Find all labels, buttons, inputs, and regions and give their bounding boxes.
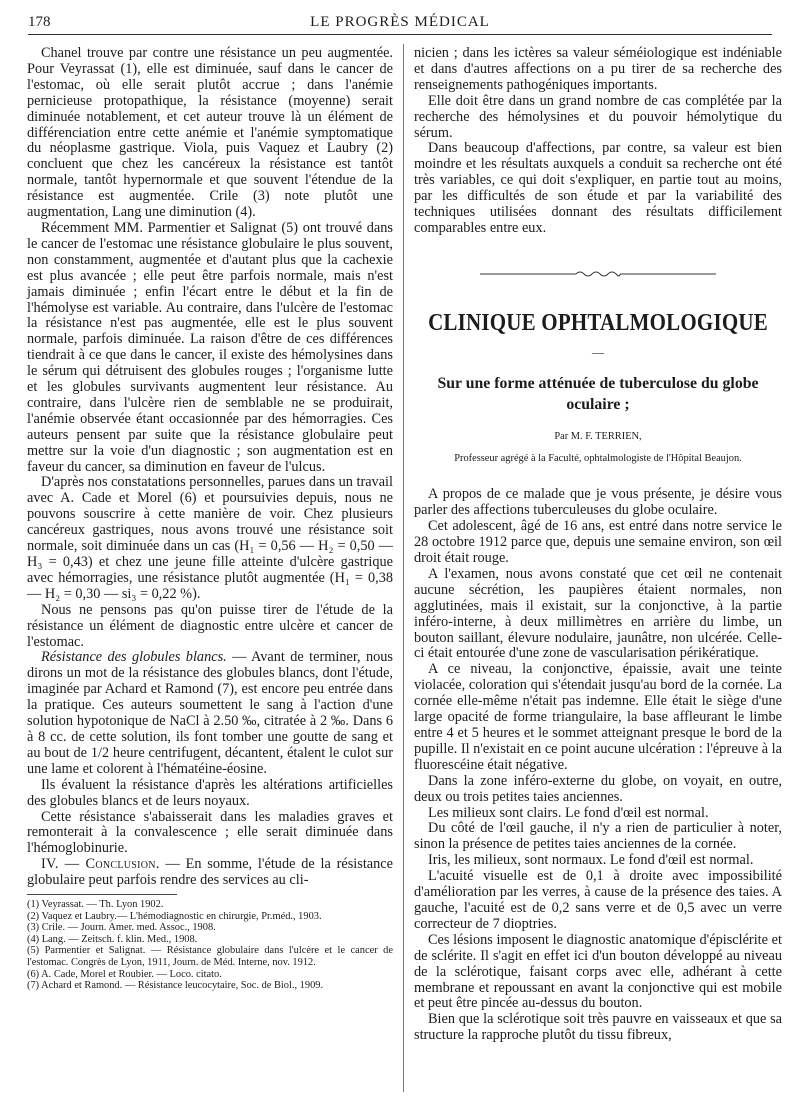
paragraph: nicien ; dans les ictères sa valeur séméiologique est indéniable et dans d'autres affections on a pu tirer de sa recherche des renseignements pathogéniques importants.: [414, 45, 782, 93]
column-divider: [403, 44, 404, 1092]
paragraph: Iris, les milieux, sont normaux. Le fond d'œil est normal.: [428, 852, 754, 869]
footnote: (3) Crile. — Journ. Amer. med. Assoc., 1908.: [27, 922, 216, 934]
byline: Par M. F. TERRIEN,: [554, 430, 642, 442]
conclusion-text: — En somme, l'étude de la résistance globulaire peut parfois rendre des services au cli-: [27, 856, 393, 889]
paragraph: D'après nos constatations personnelles, parues dans un travail avec A. Cade et Morel (6) et poursuivies depuis, nous ne pouvons souscrire à cette manière de voir. Chez plusieurs cancéreux gastriques, nous avons trouvé une résistance soit normale, soit diminuée dans un cas (H₁ = 0,56 — H₂ = 0,50 — H₃ = 0,43) et chez une jeune fille atteinte d'ulcère gastrique avec hémorragies, une résistance plutôt augmentée (H₁ = 0,38 — H₂ = 0,30 — si₃ = 0,22 %).: [27, 474, 393, 602]
page-number: 178: [28, 14, 51, 30]
right-column: [414, 46, 782, 1044]
paragraph: Les milieux sont clairs. Le fond d'œil est normal.: [428, 804, 709, 821]
paragraph: Cet adolescent, âgé de 16 ans, est entré dans notre service le 28 octobre 1912 parce que, depuis une semaine environ, son œil droit était rouge.: [414, 518, 782, 567]
paragraph: A ce niveau, la conjonctive, épaissie, avait une teinte violacée, coloration qui s'étendait jusqu'au bord de la cornée. La cornée elle-même n'était pas indemne. Elle était le siège d'une large opacité de forme triangulaire, la base affleurant le limbe entre 4 et 5 heures et le sommet atteignant presque le bord de la pupille. Il n'existait en ce point aucune ulcération : l'épreuve à la fluorescéine était négative.: [414, 661, 782, 773]
paragraph: Dans beaucoup d'affections, par contre, sa valeur est bien moindre et les résultats auxquels a conduit sa recherche ont été très variables, ce qui doit s'expliquer, en partie tout au moins, par les difficultés de son étude et par la variabilité des techniques utilisées donnant des résultats difficilement comparables entre eux.: [414, 140, 782, 236]
paragraph: Ces lésions imposent le diagnostic anatomique d'épisclérite et de sclérite. Il s'agit en effet ici d'un bouton développé au niveau de la sclérotique, faisant corps avec elle, adhérant à cette membrane et repoussant en avant la conjonctive qui est mobile et peut être pincée au-dessus du bouton.: [414, 931, 782, 1012]
footnote: (2) Vaquez et Laubry.— L'hémodiagnostic en chirurgie, Pr.méd., 1903.: [27, 910, 322, 922]
subsection-title: Résistance des globules blancs.: [41, 649, 227, 666]
paragraph: L'acuité visuelle est de 0,1 à droite avec impossibilité d'amélioration par les verres, à cause de la présence des taies. A gauche, l'acuité est de 0,2 sans verre et de 0,5 avec un verre correcteur de 7 dioptries.: [414, 868, 782, 932]
footnote: (4) Lang. — Zeitsch. f. klin. Med., 1908.: [27, 933, 198, 945]
section-dash: —: [592, 344, 604, 359]
paragraph: Bien que la sclérotique soit très pauvre en vaisseaux et que sa structure la rapproche plutôt du tissu fibreux,: [414, 1011, 782, 1044]
conclusion-paragraph: [27, 857, 393, 889]
paragraph: Chanel trouve par contre une résistance un peu augmentée. Pour Veyrassat (1), elle est diminuée, sauf dans le cancer de l'estomac, où elle serait plutôt accrue ; dans l'anémie pernicieuse protopathique, la résistance (moyenne) serait diminuée notablement, et cet auteur trouve là un élément de différenciation entre cette anémie et l'anémie symptomatique du néoplasme gastrique. Viola, puis Vaquez et Laubry (2) concluent que chez les cancéreux la résistance est tantôt normale, tantôt hypernormale et que souvent l'étendue de la résistance est augmentée. Crile (3) note plutôt une augmentation, Lang une diminution (4).: [27, 45, 393, 221]
paragraph: Du côté de l'œil gauche, il n'y a rien de particulier à noter, sinon la présence de petites taies anciennes de la cornée.: [414, 820, 782, 853]
author-affiliation: Professeur agrégé à la Faculté, ophtalmologiste de l'Hôpital Beaujon.: [454, 452, 742, 464]
wavy-rule-icon: [480, 270, 716, 278]
footnote: (7) Achard et Ramond. — Résistance leucocytaire, Soc. de Biol., 1909.: [27, 980, 324, 992]
paragraph: A l'examen, nous avons constaté que cet œil ne contenait aucune sécrétion, les paupières étaient normales, non agglutinées, mais il existait, sur la conjonctive, à la partie inféro-interne, à deux millimètres en arrière du limbe, un bouton saillant, élevure nodulaire, jaunâtre, non ulcérée. Celle-ci était entourée d'une zone de vascularisation périkératique.: [414, 565, 782, 662]
left-column: [27, 46, 393, 992]
section-title: CLINIQUE OPHTALMOLOGIQUE: [428, 307, 768, 336]
paragraph: Cette résistance s'abaisserait dans les maladies graves et remonterait à la convalescence ; elle serait diminuée dans l'hémoglobinurie.: [27, 808, 393, 857]
running-header: [28, 10, 772, 35]
article-title: Sur une forme atténuée de tuberculose du globe oculaire ;: [437, 374, 759, 413]
paragraph: A propos de ce malade que je vous présente, je désire vous parler des affections tuberculeuses du globe oculaire.: [414, 486, 782, 519]
section-ornament: [414, 267, 782, 283]
paragraph: Récemment MM. Parmentier et Salignat (5) ont trouvé dans le cancer de l'estomac une résistance globulaire le plus souvent, non constamment, augmentée et d'autant plus que la cachexie est plus avancée ; elle peut être parfois normale, mais n'est jamais diminuée ; enfin l'écart entre le début et la fin de l'hémolyse est variable. Au contraire, dans l'ulcère de l'estomac la résistance n'est pas augmentée, elle est le plus souvent normale, parfois diminuée. La raison d'être de ces différences tiendrait à ce que dans le cancer, il existe des hémolysines dans le sérum qui détruisent des globules rouges ; l'organisme lutte et les globules survivants augmentent leur résistance. Au contraire, dans l'ulcère rien de semblable ne se produirait, l'anémie observée étant occasionnée par des hémorragies. Ces auteurs pensent par suite que la résistance globulaire peut mettre sur la voie d'un diagnostic ; son augmentation est en faveur du cancer, sa diminution en faveur de l'ulcus.: [27, 219, 393, 475]
paragraph: Elle doit être dans un grand nombre de cas complétée par la recherche des hémolysines et du pouvoir hémolytique du sérum.: [414, 92, 782, 141]
paragraph: Dans la zone inféro-externe du globe, on voyait, en outre, deux ou trois petites taies anciennes.: [414, 772, 782, 805]
footnote: (1) Veyrassat. — Th. Lyon 1902.: [27, 899, 164, 911]
journal-title: LE PROGRÈS MÉDICAL: [310, 14, 490, 30]
footnote: (5) Parmentier et Salignat. — Résistance globulaire dans l'ulcère et le cancer de l'estomac. Congrès de Lyon, 1911, Journ. de Méd. Interne, nov. 1912.: [27, 945, 393, 968]
subsection-text: — Avant de terminer, nous dirons un mot de la résistance des globules blancs, dont l'étude, imaginée par Achard et Ramond (7), est encore peu entrée dans la pratique. Ces auteurs soumettent le sang à l'action d'une solution hypotonique de NaCl à 2.50 ‰, citratée à 2 ‰. Dans 6 à 8 cc. de cette solution, ils font tomber une goutte de sang et au bout de 1/2 heure centrifugent, décantent, étalent le culot sur une lame et colorent à l'hématéine-éosine.: [27, 649, 393, 777]
subsection-paragraph: [27, 650, 393, 777]
footnotes: [27, 894, 393, 992]
conclusion-label: IV. — Conclusion.: [41, 856, 160, 873]
footnote: (6) A. Cade, Morel et Roubier. — Loco. citato.: [27, 968, 222, 980]
paragraph: Nous ne pensons pas qu'on puisse tirer de l'étude de la résistance un élément de diagnostic entre ulcère et cancer de l'estomac.: [27, 601, 393, 650]
paragraph: Ils évaluent la résistance d'après les altérations artificielles des globules blancs et de leurs noyaux.: [27, 776, 393, 809]
